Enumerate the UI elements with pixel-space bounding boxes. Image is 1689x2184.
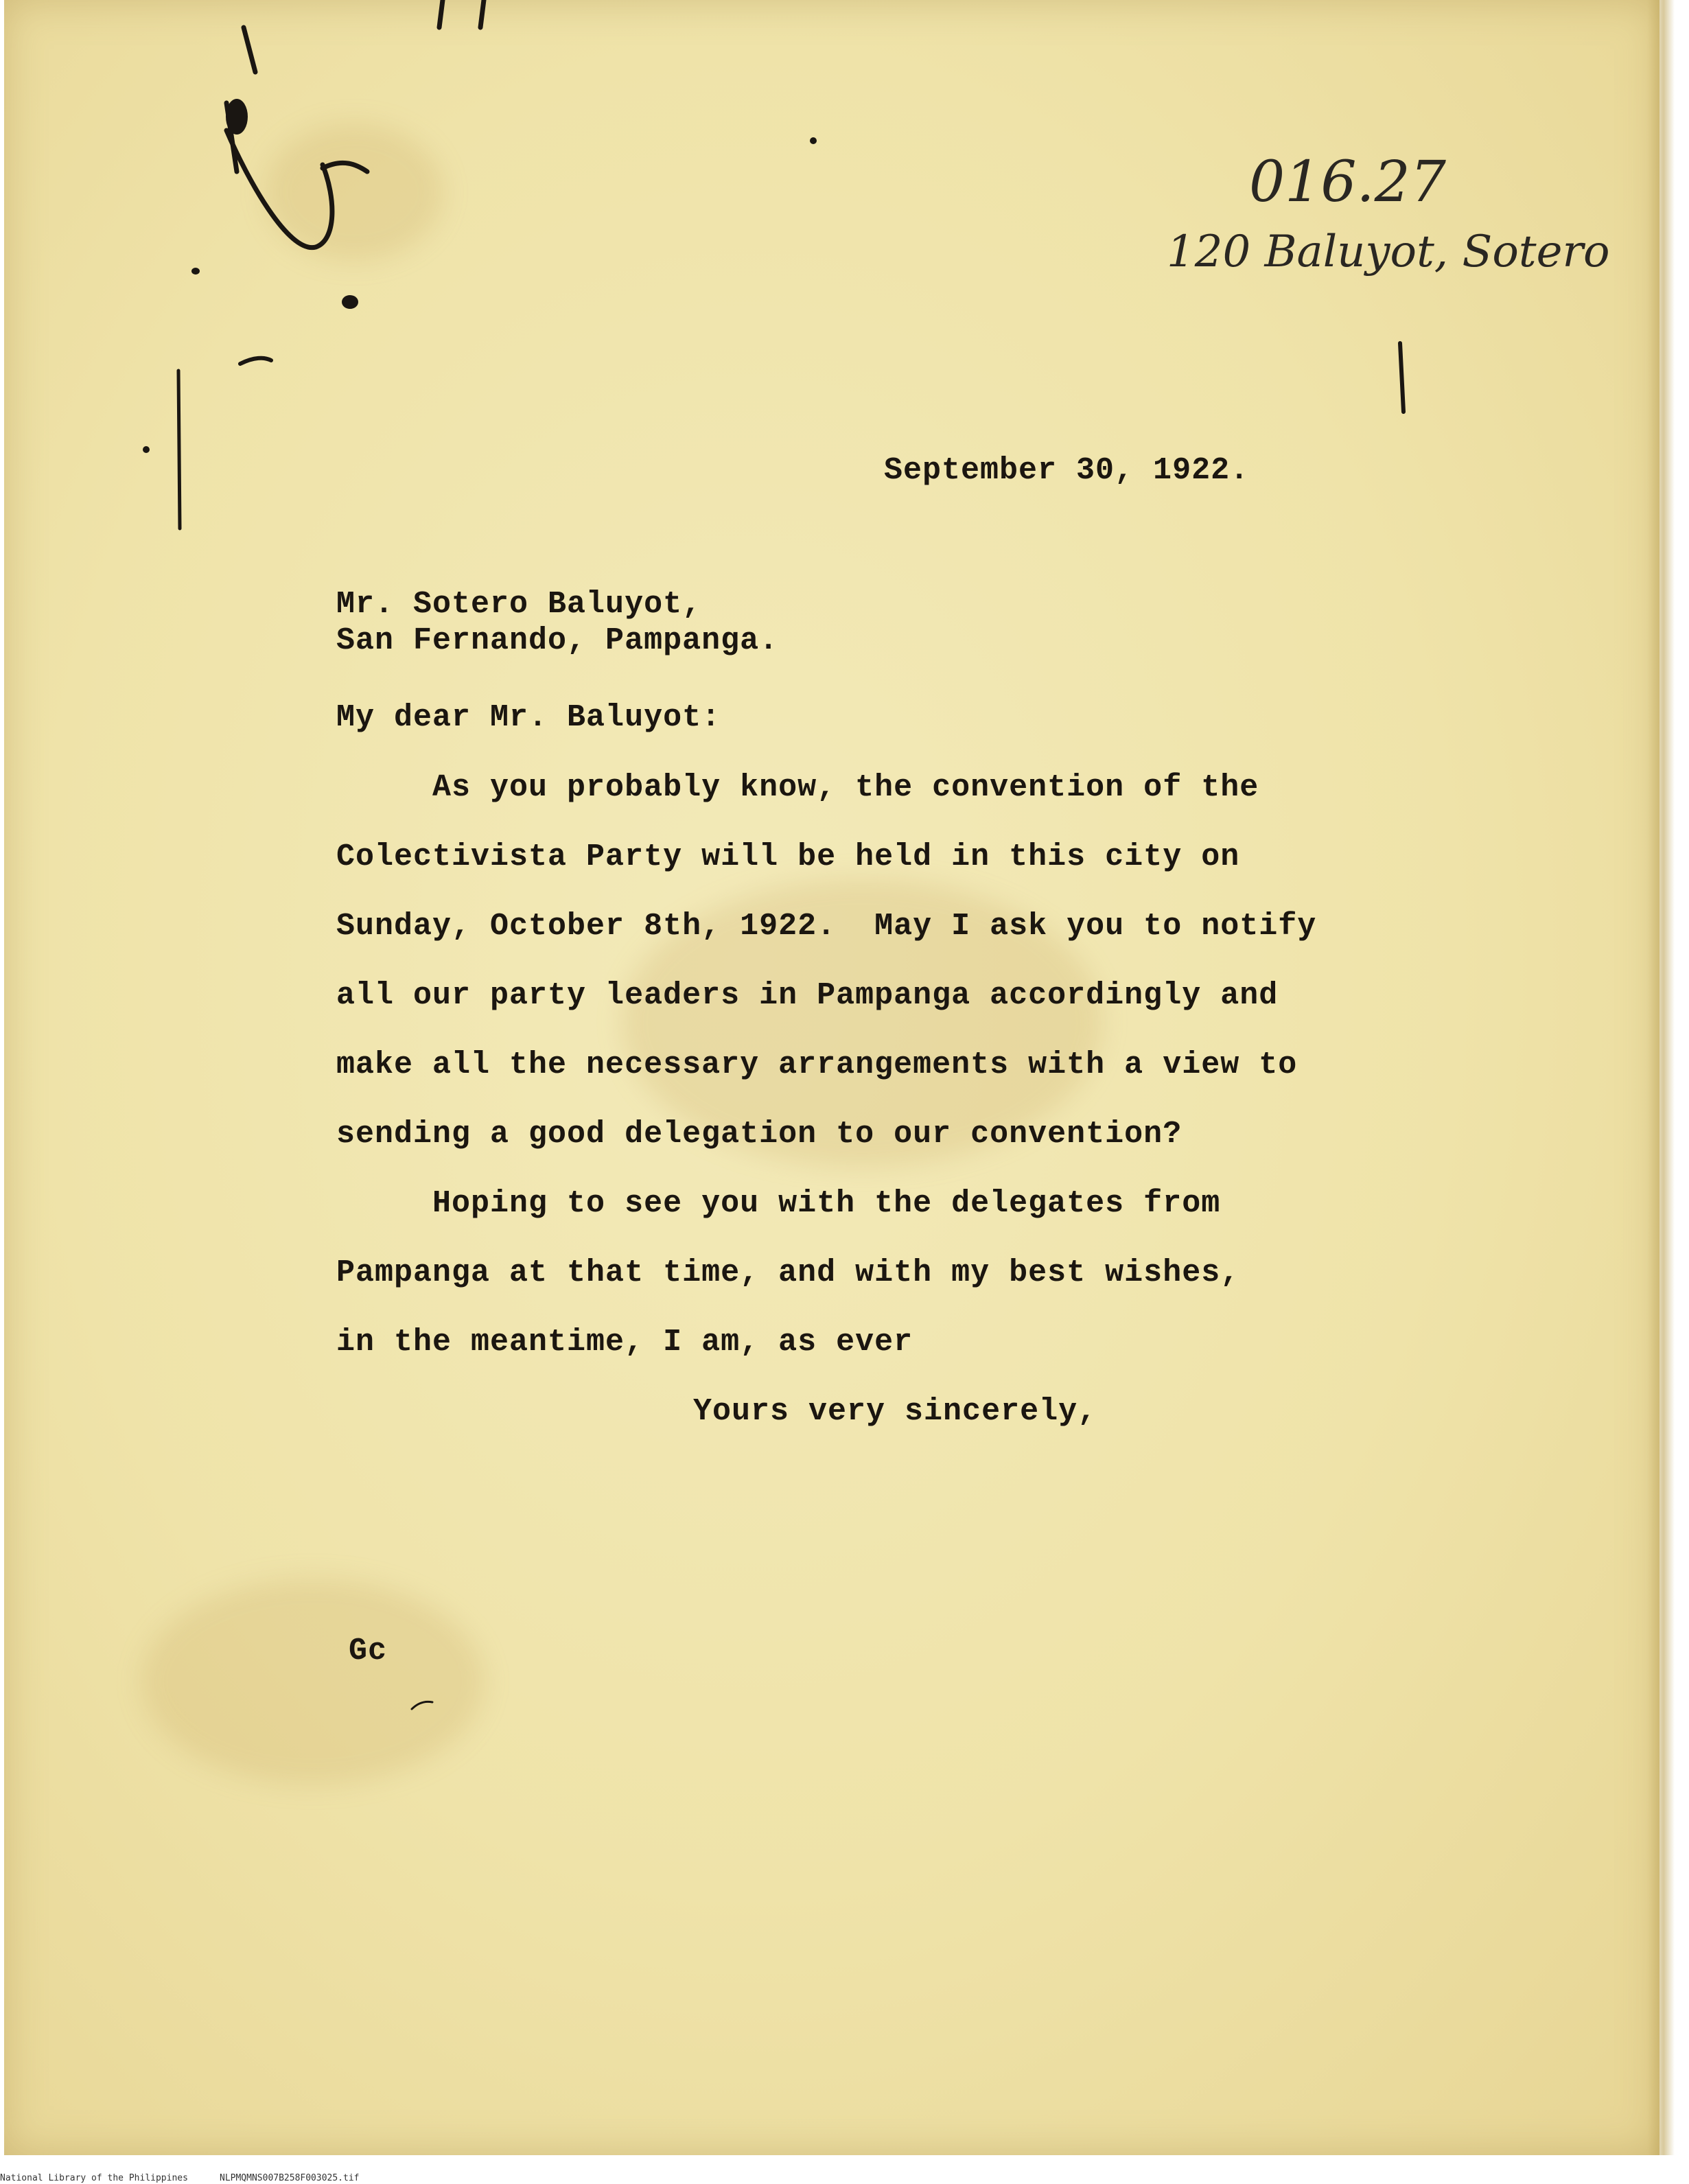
- ink-mark: [480, 0, 484, 27]
- body-line: Hoping to see you with the delegates from: [336, 1186, 1221, 1221]
- body-line: all our party leaders in Pampanga accordingly and: [336, 978, 1279, 1013]
- body-line: in the meantime, I am, as ever: [336, 1325, 913, 1360]
- file-number-annotation: 016.27: [1249, 150, 1446, 215]
- ink-blot: [342, 295, 358, 309]
- ink-blot: [810, 137, 817, 144]
- ink-mark: [240, 358, 271, 364]
- body-line: Sunday, October 8th, 1922. May I ask you to notify: [336, 909, 1317, 944]
- ink-mark: [244, 27, 255, 72]
- salutation: My dear Mr. Baluyot:: [336, 700, 721, 735]
- ink-mark: [412, 1701, 432, 1709]
- scan-source-label: National Library of the Philippines: [0, 2173, 188, 2183]
- body-line: Colectivista Party will be held in this city on: [336, 839, 1240, 874]
- recipient-address: San Fernando, Pampanga.: [336, 623, 779, 658]
- ink-mark: [323, 163, 367, 172]
- recipient-name: Mr. Sotero Baluyot,: [336, 587, 702, 622]
- ink-blot: [226, 99, 248, 135]
- ink-blot: [191, 268, 200, 275]
- body-line: Pampanga at that time, and with my best wishes,: [336, 1255, 1240, 1290]
- body-line: sending a good delegation to our convention?: [336, 1117, 1183, 1152]
- typist-initials: Gc: [349, 1634, 388, 1669]
- ink-mark: [1400, 343, 1403, 412]
- scan-filename-label: NLPMQMNS007B258F003025.tif: [220, 2173, 360, 2183]
- ink-mark: [178, 371, 180, 528]
- ink-mark: [226, 130, 332, 248]
- closing: Yours very sincerely,: [693, 1394, 1097, 1429]
- body-line: As you probably know, the convention of the: [336, 770, 1259, 805]
- ink-mark: [439, 0, 443, 27]
- ink-blot: [143, 446, 150, 453]
- letter-date: September 30, 1922.: [884, 453, 1250, 488]
- body-line: make all the necessary arrangements with a view to: [336, 1047, 1298, 1082]
- file-label-annotation: 120 Baluyot, Sotero: [1167, 226, 1610, 277]
